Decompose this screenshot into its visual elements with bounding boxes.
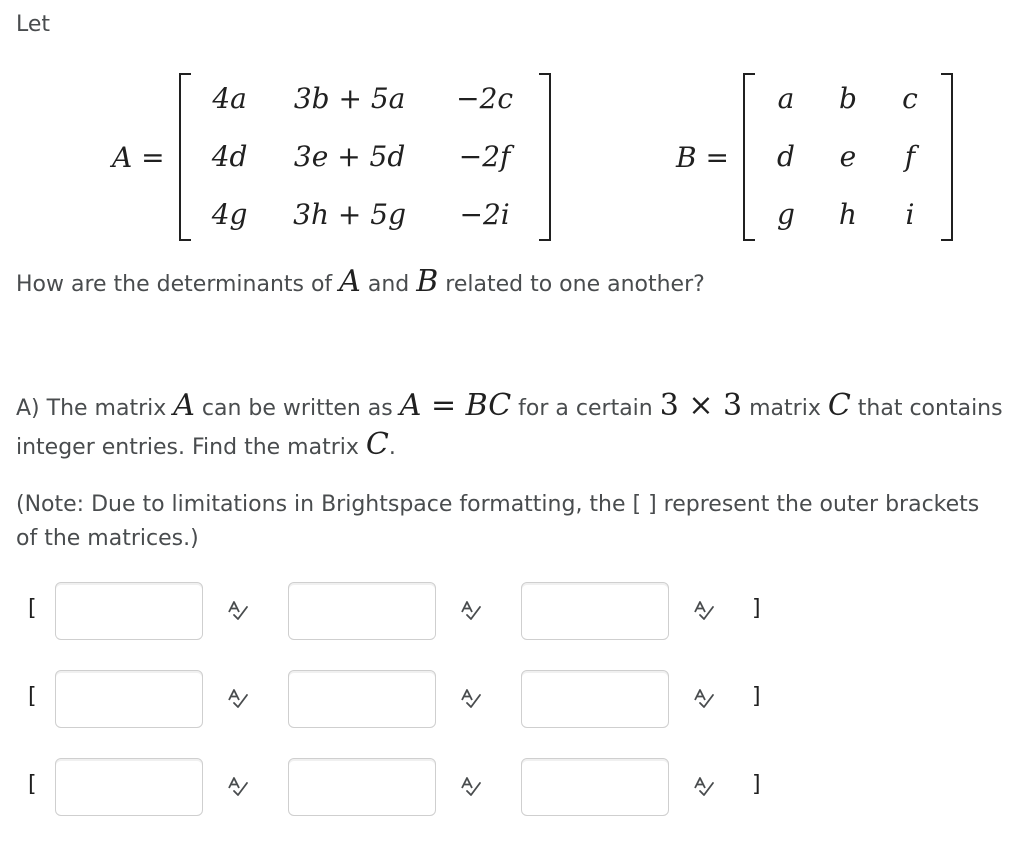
matrix-a-cell: −2i: [459, 198, 510, 231]
matrix-a-cell: −2f: [458, 140, 511, 173]
matrix-b-cell: c: [902, 82, 918, 115]
matrix-c-entry-input[interactable]: [55, 582, 203, 640]
matrix-b-cell: h: [838, 198, 857, 231]
matrix-a-cell: 4a: [212, 82, 247, 115]
matrix-a-cell: 3e + 5d: [293, 140, 406, 173]
matrix-c-entry-input[interactable]: [55, 670, 203, 728]
spellcheck-icon[interactable]: [226, 687, 250, 711]
matrix-b-cell: d: [776, 140, 795, 173]
part-a-prompt: A) The matrix A can be written as A = BC for a certain 3 × 3 matrix C that contains integer entries. Find the matrix C.: [16, 388, 1003, 462]
matrix-a-label: A =: [112, 140, 165, 174]
matrix-b-label: B =: [676, 140, 729, 174]
spellcheck-icon[interactable]: [692, 775, 716, 799]
matrix-a-grid: [191, 70, 539, 244]
determinant-question: How are the determinants of A and B related to one another?: [16, 264, 705, 299]
matrix-a-right-bracket: [539, 73, 551, 241]
matrix-a: [112, 70, 551, 244]
matrix-b-right-bracket: [941, 73, 953, 241]
matrix-b-cell: b: [838, 82, 857, 115]
matrix-b-cell: g: [776, 198, 795, 231]
matrix-c-entry-input[interactable]: [521, 582, 669, 640]
matrix-c-entry-input[interactable]: [521, 670, 669, 728]
matrix-b: [676, 70, 953, 244]
matrix-a-cell: 3h + 5g: [293, 198, 407, 231]
matrix-b-cell: f: [904, 140, 916, 173]
matrix-c-entry-input[interactable]: [288, 582, 436, 640]
matrix-c-entry-input[interactable]: [521, 758, 669, 816]
matrix-open-bracket: [: [28, 772, 37, 797]
spellcheck-icon[interactable]: [459, 687, 483, 711]
matrix-open-bracket: [: [28, 684, 37, 709]
matrix-c-entry-input[interactable]: [288, 758, 436, 816]
spellcheck-icon[interactable]: [226, 599, 250, 623]
matrix-a-cell: 4g: [211, 198, 248, 231]
matrix-b-cell: i: [905, 198, 915, 231]
matrix-a-cell: 3b + 5a: [293, 82, 406, 115]
matrix-b-left-bracket: [743, 73, 755, 241]
matrix-c-entry-input[interactable]: [55, 758, 203, 816]
matrix-close-bracket: ]: [752, 772, 761, 797]
matrix-close-bracket: ]: [752, 596, 761, 621]
matrix-open-bracket: [: [28, 596, 37, 621]
brightspace-note: (Note: Due to limitations in Brightspace formatting, the [ ] represent the outer brackets of the matrices.): [16, 492, 980, 551]
spellcheck-icon[interactable]: [459, 599, 483, 623]
spellcheck-icon[interactable]: [459, 775, 483, 799]
matrix-a-cell: −2c: [456, 82, 514, 115]
spellcheck-icon[interactable]: [692, 599, 716, 623]
matrix-b-cell: a: [777, 82, 795, 115]
matrix-b-grid: [755, 70, 941, 244]
matrix-close-bracket: ]: [752, 684, 761, 709]
spellcheck-icon[interactable]: [692, 687, 716, 711]
intro-let: Let: [16, 12, 51, 37]
matrix-a-cell: 4d: [211, 140, 248, 173]
matrix-c-entry-input[interactable]: [288, 670, 436, 728]
matrix-a-left-bracket: [179, 73, 191, 241]
matrix-b-cell: e: [839, 140, 857, 173]
spellcheck-icon[interactable]: [226, 775, 250, 799]
